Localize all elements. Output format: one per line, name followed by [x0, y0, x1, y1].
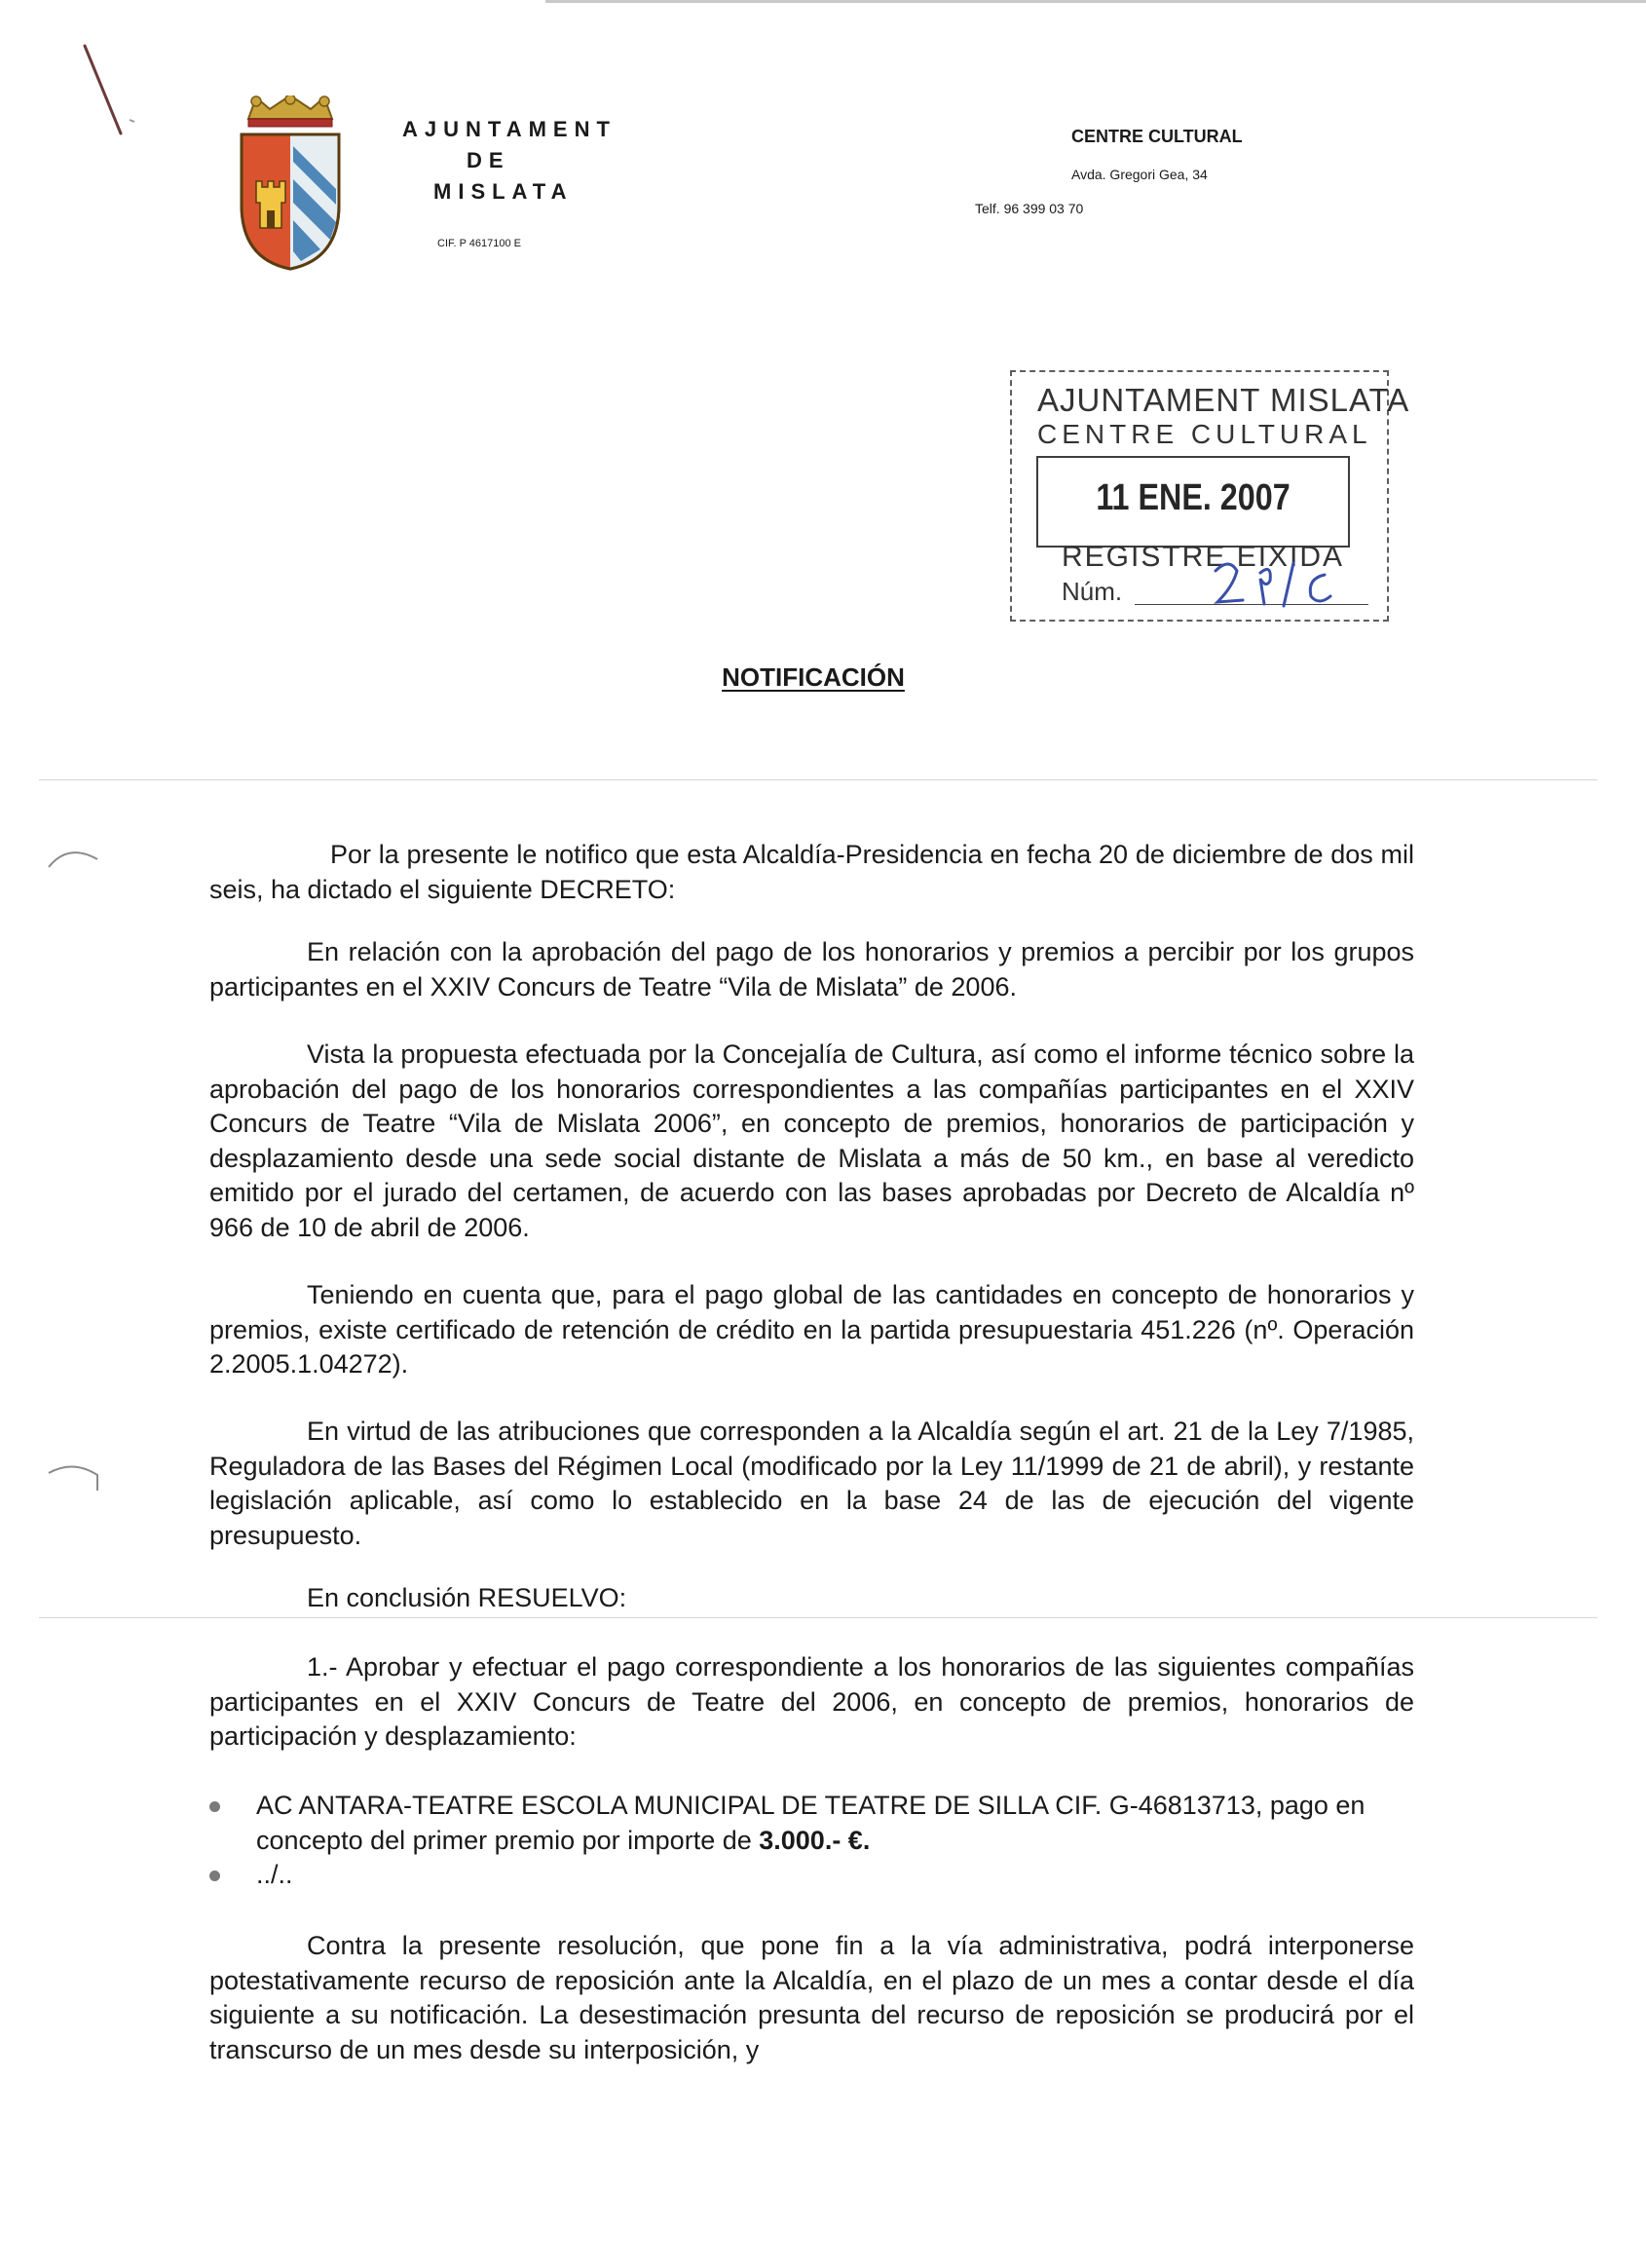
stamp-date-box: [1036, 456, 1350, 548]
department-name: CENTRE CULTURAL: [1071, 127, 1243, 146]
stamp-number-label: Núm.: [1062, 577, 1123, 606]
list-item: [209, 1858, 1414, 1893]
body-paragraph: Vista la propuesta efectuada por la Concejalía de Cultura, así como el informe técnico sobre la aprobación del pago de los honorarios correspondientes a las compañías participantes en el XXIV Concurs de Teatre “Vila de Mislata 2006”, en concepto de premios, honorarios de participación y desplazamiento desde una sede social distante de Mislata a más de 50 km., en base al veredicto emitido por el jurado del certamen, de acuerdo con las bases aprobadas por Decreto de Alcaldía nº 966 de 10 de abril de 2006.: [209, 1040, 1414, 1242]
document-title: NOTIFICACIÓN: [722, 662, 905, 692]
department-block: [974, 127, 1286, 224]
org-name-line: MISLATA: [433, 179, 574, 204]
cif-number: CIF. P 4617100 E: [437, 238, 522, 249]
handwritten-number-mark: [1210, 553, 1346, 612]
scan-fold-line: [39, 1617, 1597, 1618]
payee-description: AC ANTARA-TEATRE ESCOLA MUNICIPAL DE TEATRE DE SILLA CIF. G-46813713, pago en concepto del primer premio por importe de: [256, 1791, 1365, 1855]
bullet-icon: [209, 1871, 220, 1881]
list-item: [209, 1789, 1414, 1858]
registry-stamp: [1010, 370, 1410, 622]
stamp-date: 11 ENE. 2007: [1096, 477, 1291, 518]
department-phone: Telf. 96 399 03 70: [975, 201, 1084, 216]
stamp-organization: AJUNTAMENT MISLATA: [1037, 382, 1410, 418]
resolution-heading: En conclusión RESUELVO:: [307, 1583, 627, 1612]
body-paragraph: Por la presente le notifico que esta Alcaldía-Presidencia en fecha 20 de diciembre de dos mil seis, ha dictado el siguiente DECRETO:: [209, 840, 1414, 904]
body-paragraph: 1.- Aprobar y efectuar el pago correspondiente a los honorarios de las siguientes compañías participantes en el XXIV Concurs de Teatre del 2006, en concepto de premios, honorarios de participación y desplazamiento:: [209, 1652, 1414, 1751]
bullet-icon: [209, 1801, 220, 1812]
scan-fold-line: [39, 779, 1597, 780]
coat-of-arms-icon: [237, 95, 344, 271]
punch-hole-mark: [44, 1452, 102, 1500]
org-name-line: DE: [467, 148, 510, 172]
department-address: Avda. Gregori Gea, 34: [1071, 167, 1208, 182]
body-paragraph: Contra la presente resolución, que pone fin a la vía administrativa, podrá interponerse potestativamente recurso de reposición ante la Alcaldía, en el plazo de un mes a contar desde el día siguiente a su notificación. La desestimación presunta del recurso de reposición se producirá por el transcurso de un mes desde su interposición, y: [209, 1931, 1414, 2064]
stamp-department: CENTRE CULTURAL: [1037, 419, 1372, 449]
body-paragraph: Teniendo en cuenta que, para el pago global de las cantidades en concepto de honorarios y premios, existe certificado de retención de crédito en la partida presupuestaria 451.226 (nº. Operación 2.2005.1.04272).: [209, 1280, 1414, 1379]
org-name-line: AJUNTAMENT: [402, 117, 617, 141]
stamp-registry-label: REGISTRE EIXIDA: [1062, 541, 1345, 573]
payee-list: [209, 1789, 1414, 1893]
scan-edge: [545, 0, 1646, 3]
punch-hole-mark: [44, 838, 102, 877]
pen-stroke-mark: [78, 44, 136, 141]
body-paragraph: En relación con la aprobación del pago de los honorarios y premios a percibir por los grupos participantes en el XXIV Concurs de Teatre “Vila de Mislata” de 2006.: [209, 937, 1414, 1002]
continuation-mark: ../..: [256, 1860, 293, 1889]
payee-amount: 3.000.- €.: [759, 1825, 871, 1855]
body-paragraph: En virtud de las atribuciones que corresponden a la Alcaldía según el art. 21 de la Ley 7/1985, Reguladora de las Bases del Régimen Local (modificado por la Ley 11/1999 de 21 de abril), y restante legislación aplicable, así como lo establecido en la base 24 de las de ejecución del vigente presupuesto.: [209, 1417, 1414, 1550]
